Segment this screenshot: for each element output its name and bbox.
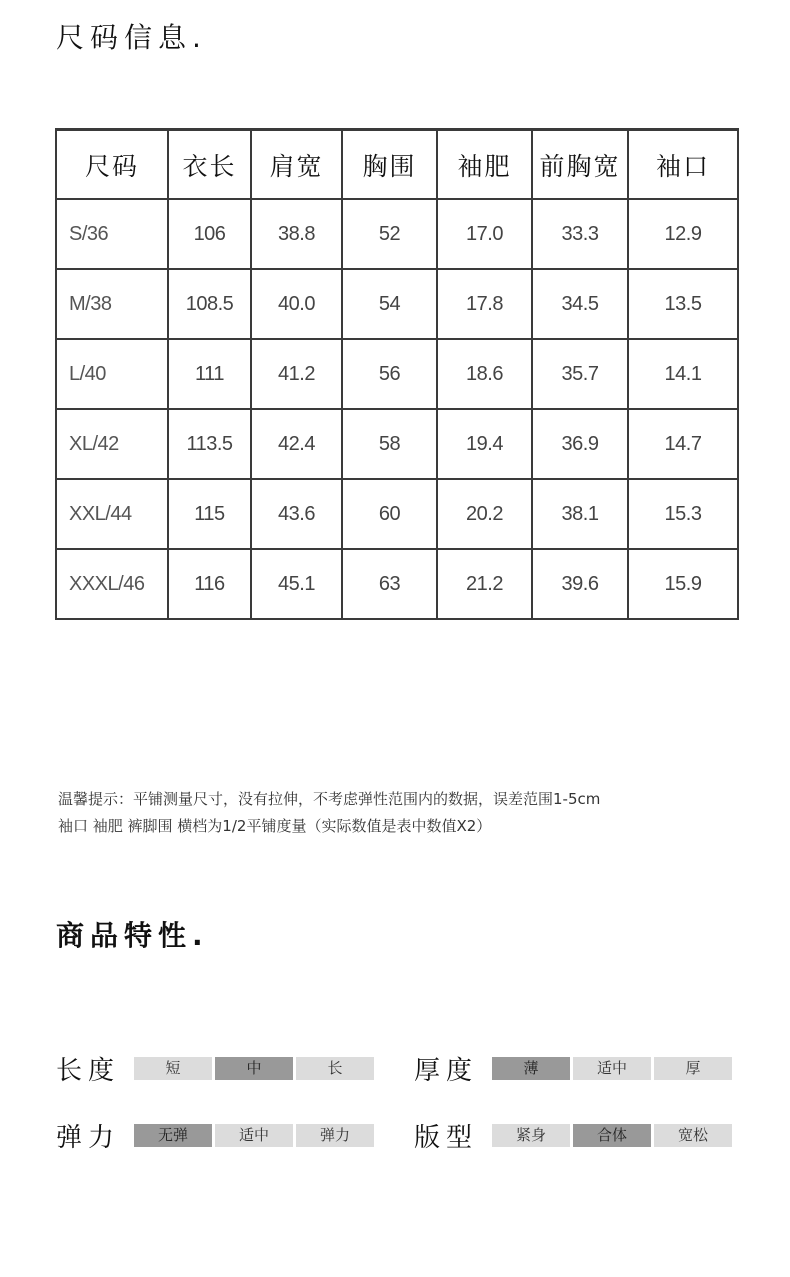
feature-fit bbox=[414, 1117, 732, 1154]
cell-chest: 52 bbox=[342, 199, 437, 269]
size-info-title: 尺码信息. bbox=[56, 21, 207, 54]
table-header-row bbox=[56, 130, 738, 200]
cell-sleeve-width: 18.6 bbox=[437, 339, 532, 409]
feature-options bbox=[134, 1124, 374, 1147]
cell-size: L/40 bbox=[56, 339, 168, 409]
cell-cuff: 12.9 bbox=[628, 199, 738, 269]
cell-shoulder: 45.1 bbox=[251, 549, 342, 619]
option-stretch: 弹力 bbox=[296, 1124, 374, 1147]
table-row bbox=[56, 269, 738, 339]
option-moderate: 适中 bbox=[573, 1057, 651, 1080]
option-slim: 紧身 bbox=[492, 1124, 570, 1147]
feature-label: 长度 bbox=[56, 1056, 121, 1086]
cell-chest: 56 bbox=[342, 339, 437, 409]
cell-length: 116 bbox=[168, 549, 251, 619]
product-features-title: 商品特性. bbox=[56, 919, 209, 952]
feature-label: 弹力 bbox=[56, 1123, 121, 1153]
cell-sleeve-width: 19.4 bbox=[437, 409, 532, 479]
cell-length: 108.5 bbox=[168, 269, 251, 339]
cell-sleeve-width: 17.8 bbox=[437, 269, 532, 339]
feature-elasticity bbox=[56, 1117, 374, 1154]
feature-label: 厚度 bbox=[414, 1056, 479, 1086]
header-chest: 胸围 bbox=[342, 130, 437, 200]
table-row bbox=[56, 199, 738, 269]
cell-cuff: 13.5 bbox=[628, 269, 738, 339]
feature-label: 版型 bbox=[414, 1123, 479, 1153]
option-thin: 薄 bbox=[492, 1057, 570, 1080]
table-row bbox=[56, 409, 738, 479]
measurement-notes bbox=[58, 786, 600, 840]
cell-chest: 54 bbox=[342, 269, 437, 339]
cell-cuff: 15.3 bbox=[628, 479, 738, 549]
cell-chest: 58 bbox=[342, 409, 437, 479]
table-row bbox=[56, 549, 738, 619]
cell-chest: 60 bbox=[342, 479, 437, 549]
cell-size: M/38 bbox=[56, 269, 168, 339]
cell-length: 106 bbox=[168, 199, 251, 269]
cell-size: XXL/44 bbox=[56, 479, 168, 549]
option-short: 短 bbox=[134, 1057, 212, 1080]
cell-shoulder: 42.4 bbox=[251, 409, 342, 479]
cell-front-chest: 38.1 bbox=[532, 479, 628, 549]
cell-size: S/36 bbox=[56, 199, 168, 269]
header-shoulder: 肩宽 bbox=[251, 130, 342, 200]
size-table bbox=[55, 128, 739, 620]
option-regular: 合体 bbox=[573, 1124, 651, 1147]
note-line-2: 袖口 袖肥 裤脚围 横档为1/2平铺度量（实际数值是表中数值X2） bbox=[58, 817, 492, 835]
cell-shoulder: 40.0 bbox=[251, 269, 342, 339]
feature-length bbox=[56, 1050, 374, 1087]
cell-length: 115 bbox=[168, 479, 251, 549]
cell-sleeve-width: 20.2 bbox=[437, 479, 532, 549]
cell-cuff: 14.7 bbox=[628, 409, 738, 479]
cell-sleeve-width: 17.0 bbox=[437, 199, 532, 269]
cell-sleeve-width: 21.2 bbox=[437, 549, 532, 619]
cell-chest: 63 bbox=[342, 549, 437, 619]
option-no-stretch: 无弹 bbox=[134, 1124, 212, 1147]
cell-size: XXXL/46 bbox=[56, 549, 168, 619]
cell-cuff: 14.1 bbox=[628, 339, 738, 409]
cell-front-chest: 34.5 bbox=[532, 269, 628, 339]
cell-front-chest: 36.9 bbox=[532, 409, 628, 479]
cell-front-chest: 33.3 bbox=[532, 199, 628, 269]
cell-shoulder: 38.8 bbox=[251, 199, 342, 269]
option-thick: 厚 bbox=[654, 1057, 732, 1080]
table-row bbox=[56, 339, 738, 409]
cell-length: 113.5 bbox=[168, 409, 251, 479]
note-line-1: 温馨提示：平铺测量尺寸，没有拉伸，不考虑弹性范围内的数据，误差范围1-5cm bbox=[58, 790, 601, 808]
option-long: 长 bbox=[296, 1057, 374, 1080]
header-sleeve-width: 袖肥 bbox=[437, 130, 532, 200]
option-moderate: 适中 bbox=[215, 1124, 293, 1147]
header-length: 衣长 bbox=[168, 130, 251, 200]
header-front-chest: 前胸宽 bbox=[532, 130, 628, 200]
cell-shoulder: 43.6 bbox=[251, 479, 342, 549]
cell-cuff: 15.9 bbox=[628, 549, 738, 619]
cell-length: 111 bbox=[168, 339, 251, 409]
header-cuff: 袖口 bbox=[628, 130, 738, 200]
feature-thickness bbox=[414, 1050, 732, 1087]
cell-front-chest: 39.6 bbox=[532, 549, 628, 619]
feature-options bbox=[492, 1124, 732, 1147]
option-medium: 中 bbox=[215, 1057, 293, 1080]
header-size: 尺码 bbox=[56, 130, 168, 200]
feature-options bbox=[492, 1057, 732, 1080]
cell-front-chest: 35.7 bbox=[532, 339, 628, 409]
table-row bbox=[56, 479, 738, 549]
feature-options bbox=[134, 1057, 374, 1080]
option-loose: 宽松 bbox=[654, 1124, 732, 1147]
cell-shoulder: 41.2 bbox=[251, 339, 342, 409]
cell-size: XL/42 bbox=[56, 409, 168, 479]
